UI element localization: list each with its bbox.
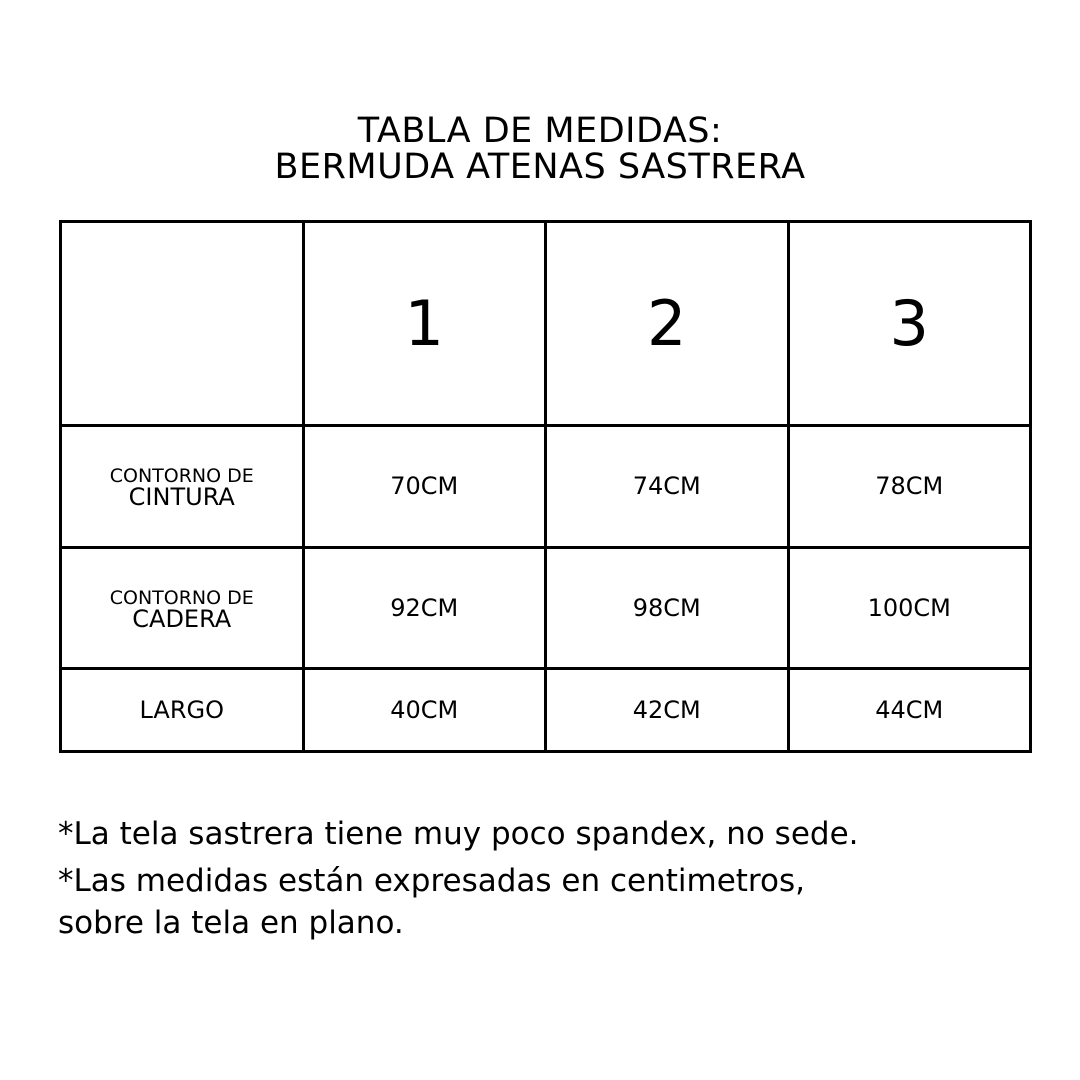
table-cell: 100CM: [788, 547, 1031, 668]
note-measurements-line2: sobre la tela en plano.: [58, 905, 404, 941]
title-line-2: BERMUDA ATENAS SASTRERA: [274, 147, 806, 187]
empty-corner-cell: [61, 222, 304, 426]
table-cell: 78CM: [788, 426, 1031, 547]
title-line-1: TABLA DE MEDIDAS:: [357, 111, 723, 151]
table-row-cintura: [61, 426, 1031, 547]
table-cell: 44CM: [788, 668, 1031, 751]
table-row-largo: [61, 668, 1031, 751]
table-row-cadera: [61, 547, 1031, 668]
row-label-largo: LARGO: [61, 668, 304, 751]
table-header-row: [61, 222, 1031, 426]
row-label-line1: CONTORNO DE: [109, 586, 254, 609]
table-cell: 92CM: [303, 547, 546, 668]
size-header-3: 3: [788, 222, 1031, 426]
row-label-cadera: [61, 547, 304, 668]
table-cell: 42CM: [546, 668, 789, 751]
row-label-cintura: [61, 426, 304, 547]
row-label-line2: CINTURA: [128, 483, 235, 512]
table-cell: 70CM: [303, 426, 546, 547]
note-measurements-line1: *Las medidas están expresadas en centimetros,: [58, 863, 805, 899]
row-label-line2: CADERA: [132, 604, 232, 633]
table-cell: 74CM: [546, 426, 789, 547]
row-label-line1: CONTORNO DE: [109, 465, 254, 488]
size-header-1: 1: [303, 222, 546, 426]
note-fabric: *La tela sastrera tiene muy poco spandex, no sede.: [58, 816, 859, 852]
size-table: [59, 220, 1032, 753]
size-header-2: 2: [546, 222, 789, 426]
table-cell: 40CM: [303, 668, 546, 751]
notes-block: [58, 812, 1058, 942]
page-title: [0, 113, 1080, 185]
table-cell: 98CM: [546, 547, 789, 668]
